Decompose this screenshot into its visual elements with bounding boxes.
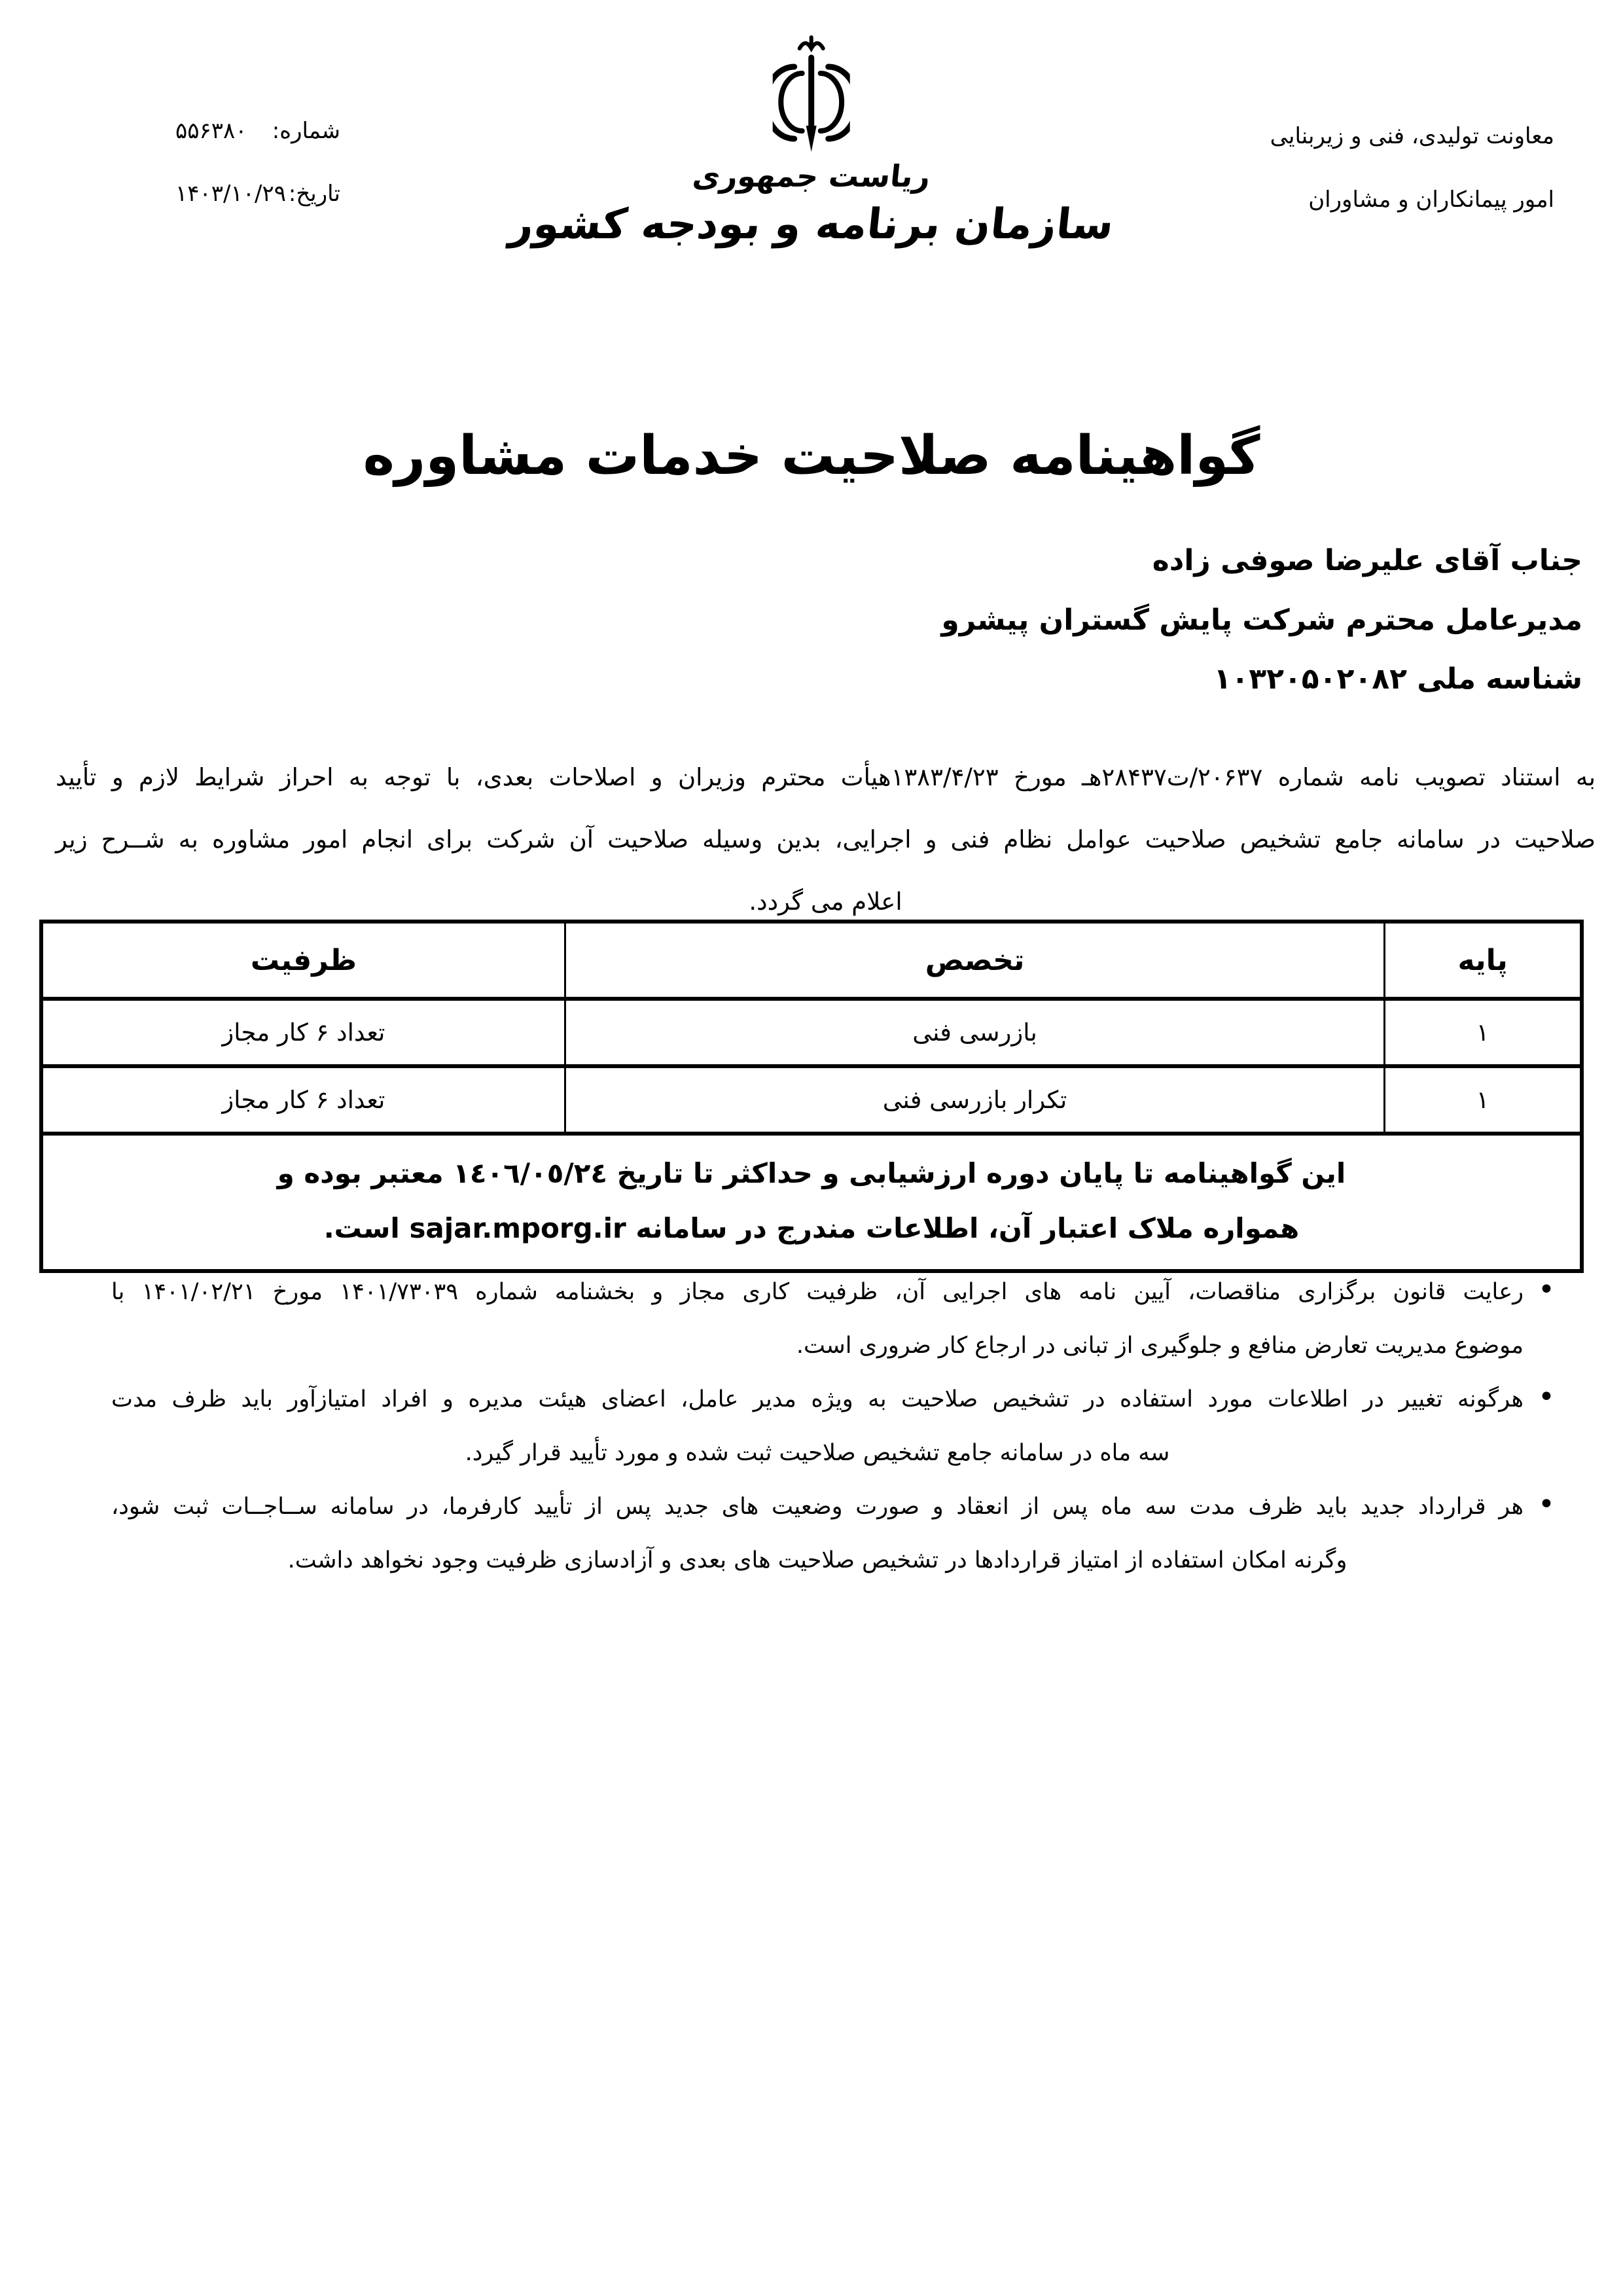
- department-block: [1270, 123, 1554, 213]
- recipient-role-company: مدیرعامل محترم شرکت پایش گستران پیشرو: [941, 603, 1582, 637]
- note3-line-1: • هر قرارداد جدید باید ظرف مدت سه ماه پس از انعقاد و صورت وضعیت های جدید پس از تأیید کارفرما، در سامانه ســاجــات ثبت شود،: [111, 1494, 1524, 1520]
- department-line-2: امور پیمانکاران و مشاوران: [1308, 186, 1554, 213]
- validity-line-2: همواره ملاک اعتبار آن، اطلاعات مندرج در سامانه sajar.mporg.ir است.: [323, 1212, 1300, 1244]
- note2-line-1: • هرگونه تغییر در اطلاعات مورد استفاده در تشخیص صلاحیت به ویژه مدیر عامل، اعضای هیئت مدیره و افراد امتیازآور باید ظرف مدت: [111, 1386, 1524, 1412]
- number-value: ۵۵۶۳۸۰: [175, 118, 247, 144]
- note2-line-2: سه ماه در سامانه جامع تشخیص صلاحیت ثبت شده و مورد تأیید قرار گیرد.: [465, 1440, 1170, 1466]
- header-capacity: ظرفیت: [41, 922, 565, 999]
- row1-specialty: بازرسی فنی: [565, 999, 1384, 1066]
- department-line-1: معاونت تولیدی، فنی و زیربنایی: [1270, 123, 1554, 149]
- table-row: [41, 999, 1582, 1066]
- row2-specialty: تکرار بازرسی فنی: [565, 1066, 1384, 1134]
- list-item: [39, 1372, 1584, 1480]
- row2-grade: ۱: [1385, 1066, 1582, 1134]
- date-label: تاریخ:: [288, 181, 340, 207]
- meta-date-row: [175, 181, 340, 207]
- meta-number-row: [175, 118, 340, 144]
- row1-capacity: تعداد ۶ کار مجاز: [41, 999, 565, 1066]
- body-line-1: به استناد تصویب نامه شماره ۲۰۶۳۷/ت۲۸۴۳۷هـ مورخ ۱۳۸۳/۴/۲۳هیأت محترم وزیران و اصلاحات بعدی، با توجه به احراز شرایط لازم و تأیید: [56, 763, 1596, 791]
- header-specialty: تخصص: [565, 922, 1384, 999]
- row1-grade: ۱: [1385, 999, 1582, 1066]
- body-line-2: صلاحیت در سامانه جامع تشخیص صلاحیت عوامل نظام فنی و اجرایی، بدین وسیله صلاحیت آن شرکت برای انجام امور مشاوره به شــرح زیر: [56, 825, 1596, 853]
- table-row: [41, 1066, 1582, 1134]
- recipient-name: جناب آقای علیرضا صوفی زاده: [1152, 544, 1582, 577]
- list-item: [39, 1480, 1584, 1587]
- table-header-row: [41, 922, 1582, 999]
- row2-capacity: تعداد ۶ کار مجاز: [41, 1066, 565, 1134]
- org-presidency-line: ریاست جمهوری: [690, 158, 933, 194]
- validity-line-1: این گواهینامه تا پایان دوره ارزشیابی و حداکثر تا تاریخ ١٤٠٦/٠٥/٢٤ معتبر بوده و: [277, 1157, 1346, 1189]
- validity-row: [41, 1134, 1582, 1271]
- page-title: گواهینامه صلاحیت خدمات مشاوره: [363, 425, 1260, 487]
- notes-list: [39, 1265, 1584, 1587]
- letterhead-center: [507, 34, 1116, 249]
- header-grade: پایه: [1385, 922, 1582, 999]
- body-line-3: اعلام می گردد.: [749, 888, 902, 916]
- note1-line-1: • رعایت قانون برگزاری مناقصات، آیین نامه های اجرایی آن، ظرفیت کاری مجاز و بخشنامه شماره ۱۴۰۱/۷۳۰۳۹ مورخ ۱۴۰۱/۰۲/۲۱ با: [111, 1279, 1524, 1305]
- list-item: [39, 1265, 1584, 1372]
- note3-line-2: وگرنه امکان استفاده از امتیاز قراردادها در تشخیص صلاحیت های بعدی و آزادسازی ظرفیت وجود نخواهد داشت.: [287, 1547, 1347, 1573]
- meta-block: [175, 118, 340, 207]
- recipient-block: [941, 545, 1582, 696]
- org-name-line: سازمان برنامه و بودجه کشور: [507, 200, 1116, 249]
- recipient-national-id: شناسه ملی ۱۰۳۲۰۵۰۲۰۸۲: [1213, 662, 1582, 696]
- number-label: شماره:: [272, 118, 340, 144]
- qualification-table: [39, 920, 1584, 1273]
- body-paragraph: [56, 746, 1596, 933]
- note1-line-2: موضوع مدیریت تعارض منافع و جلوگیری از تبانی در ارجاع کار ضروری است.: [796, 1333, 1524, 1359]
- date-value: ۱۴۰۳/۱۰/۲۹: [175, 181, 287, 207]
- validity-cell: [41, 1134, 1582, 1271]
- iran-allah-emblem-icon: [773, 34, 850, 157]
